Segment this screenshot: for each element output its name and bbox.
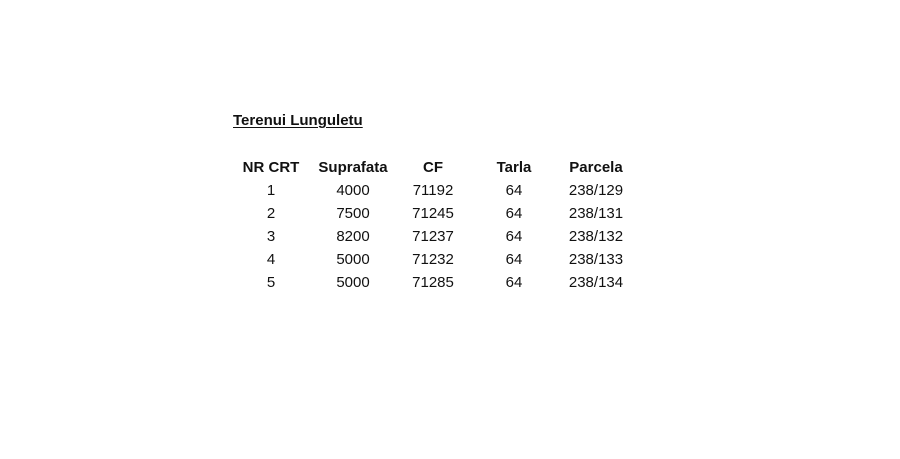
document-title: Terenui Lunguletu <box>233 112 363 129</box>
cell-cf: 71237 <box>412 228 454 245</box>
cell-suprafata: 5000 <box>336 274 370 291</box>
table-row <box>233 248 633 271</box>
cell-parcela: 238/129 <box>568 182 624 199</box>
table-row <box>233 179 633 202</box>
cell-suprafata: 5000 <box>336 251 370 268</box>
cell-parcela: 238/134 <box>568 274 624 291</box>
cell-tarla: 64 <box>505 182 523 199</box>
header-parcela: Parcela <box>569 159 623 176</box>
cell-cf: 71192 <box>412 182 454 199</box>
cell-nr-crt: 1 <box>266 182 276 199</box>
header-tarla: Tarla <box>496 159 532 176</box>
table-header-row <box>233 156 633 179</box>
table-row <box>233 271 633 294</box>
cell-tarla: 64 <box>505 251 523 268</box>
table-row <box>233 225 633 248</box>
cell-tarla: 64 <box>505 228 523 245</box>
cell-cf: 71245 <box>412 205 454 222</box>
cell-nr-crt: 4 <box>266 251 276 268</box>
cell-parcela: 238/131 <box>568 205 624 222</box>
cell-cf: 71232 <box>412 251 454 268</box>
header-nr-crt: NR CRT <box>242 159 300 176</box>
cell-tarla: 64 <box>505 205 523 222</box>
cell-suprafata: 8200 <box>336 228 370 245</box>
cell-parcela: 238/132 <box>568 228 624 245</box>
cell-suprafata: 4000 <box>336 182 370 199</box>
table-row <box>233 202 633 225</box>
cell-suprafata: 7500 <box>336 205 370 222</box>
header-suprafata: Suprafata <box>318 159 388 176</box>
cell-nr-crt: 2 <box>266 205 276 222</box>
cell-nr-crt: 3 <box>266 228 276 245</box>
cell-cf: 71285 <box>412 274 454 291</box>
header-cf: CF <box>423 159 443 176</box>
cell-tarla: 64 <box>505 274 523 291</box>
cell-nr-crt: 5 <box>266 274 276 291</box>
land-table <box>233 156 633 294</box>
cell-parcela: 238/133 <box>568 251 624 268</box>
